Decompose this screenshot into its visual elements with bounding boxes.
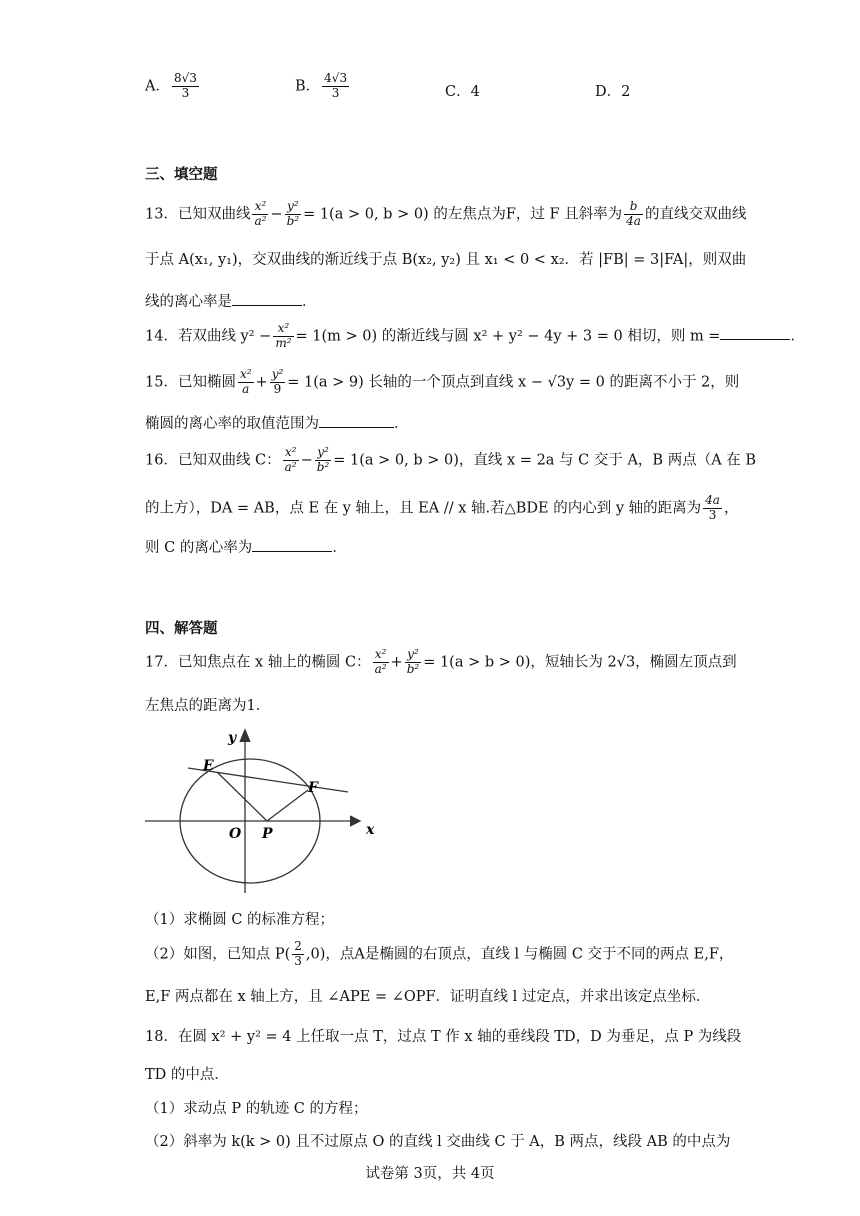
label-o: O bbox=[229, 826, 242, 842]
label-p: P bbox=[262, 826, 273, 842]
q15-line1: 15．已知椭圆 $\frac{\text{x²}}{a}$ + $\frac{\text{y²}}{9}$ = 1(a > 9) 长轴的一个顶点到直线 x − √3y = 0 的距离不小于 2，则 bbox=[145, 367, 740, 396]
answer-blank[interactable] bbox=[252, 537, 332, 552]
y-axis-arrow bbox=[240, 730, 250, 742]
option-c: C．4 bbox=[445, 84, 480, 100]
q17-part1: （1）求椭圆 C 的标准方程； bbox=[145, 912, 335, 928]
q17-line1: 17．已知焦点在 x 轴上的椭圆 C： $\frac{\text{x²}}{\text{a²}}$ + $\frac{\text{y²}}{\text{b²}}$ = 1(a > b > 0)，短轴长为 2√3，椭圆左顶点到 bbox=[145, 647, 737, 676]
q13-line1: 13．已知双曲线 $\frac{\text{x²}}{\text{a²}}$ − $\frac{\text{y²}}{\text{b²}}$ = 1(a > 0, b > 0) 的左焦点为F，过 F 且斜率为 $\frac{b}{4a}$ 的直线交双曲线 bbox=[145, 199, 747, 228]
section-fill-title: 三、填空题 bbox=[145, 166, 218, 183]
q17-line2: 左焦点的距离为1． bbox=[145, 698, 271, 714]
section-solve-title: 四、解答题 bbox=[145, 620, 218, 637]
answer-blank[interactable] bbox=[319, 413, 394, 428]
q16-line2: 的上方），DA = AB，点 E 在 y 轴上，且 EA // x 轴.若△BDE 的内心到 y 轴的距离为 $\frac{4a}{3}$ ， bbox=[145, 493, 739, 522]
label-e: E bbox=[203, 758, 214, 774]
option-b: B． $\frac{4√3}{3}$ bbox=[295, 71, 348, 100]
q18-line1: 18．在圆 x² + y² = 4 上任取一点 T，过点 T 作 x 轴的垂线段 TD，D 为垂足，点 P 为线段 bbox=[145, 1029, 742, 1045]
answer-blank[interactable] bbox=[232, 291, 302, 306]
q15-line2: 椭圆的离心率的取值范围为 ． bbox=[145, 412, 409, 433]
option-d: D．2 bbox=[595, 84, 631, 100]
q13-line3: 线的离心率是 ． bbox=[145, 290, 317, 311]
q13-line2: 于点 A(x₁, y₁)，交双曲线的渐近线于点 B(x₂, y₂) 且 x₁ < 0 < x₂．若 |FB| = 3|FA|，则双曲 bbox=[145, 252, 747, 268]
answer-blank[interactable] bbox=[720, 325, 790, 340]
segment-pf bbox=[267, 790, 308, 821]
label-x: x bbox=[366, 822, 375, 838]
q16-line1: 16．已知双曲线 C： $\frac{\text{x²}}{\text{a²}}$ − $\frac{\text{y²}}{\text{b²}}$ = 1(a > 0, b > 0)，直线 x = 2a 与 C 交于 A，B 两点（A 在 B bbox=[145, 445, 757, 474]
q16-line3: 则 C 的离心率为 ． bbox=[145, 536, 347, 557]
q18-line2: TD 的中点． bbox=[145, 1067, 229, 1083]
q17-part2-line2: E,F 两点都在 x 轴上方，且 ∠APE = ∠OPF．证明直线 l 过定点，并求出该定点坐标． bbox=[145, 989, 711, 1005]
ellipse-figure bbox=[140, 728, 390, 898]
q18-part1: （1）求动点 P 的轨迹 C 的方程； bbox=[145, 1101, 368, 1117]
option-a: A． $\frac{8√3}{3}$ bbox=[145, 71, 197, 100]
q17-part2-line1: （2）如图，已知点 P( $\frac{2}{3}$ ,0)，点A是椭圆的右顶点，直线 l 与椭圆 C 交于不同的两点 E,F， bbox=[145, 939, 734, 968]
x-axis-arrow bbox=[350, 816, 360, 826]
label-f: F bbox=[308, 780, 318, 796]
label-y: y bbox=[228, 730, 237, 746]
q14: 14．若双曲线 y² − $\frac{\text{x²}}{\text{m²}}$ = 1(m > 0) 的渐近线与圆 x² + y² − 4y + 3 = 0 相切，则 m = ． bbox=[145, 321, 805, 350]
q18-part2: （2）斜率为 k(k > 0) 且不过原点 O 的直线 l 交曲线 C 于 A，B 两点，线段 AB 的中点为 bbox=[145, 1134, 731, 1150]
page-footer: 试卷第 3页，共 4页 bbox=[365, 1166, 495, 1182]
